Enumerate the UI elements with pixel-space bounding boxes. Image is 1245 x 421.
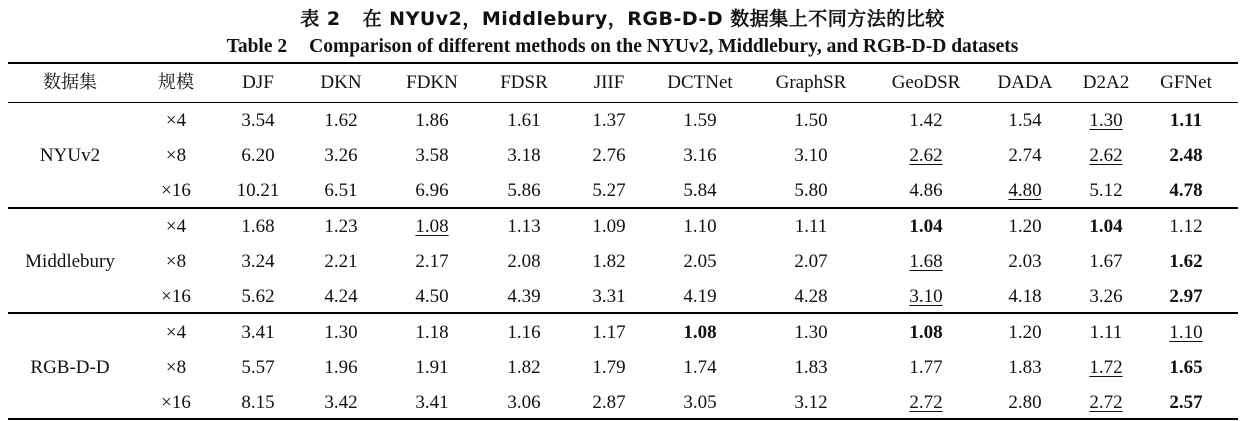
value-cell: 5.57 xyxy=(241,357,275,378)
value-cell: 2.87 xyxy=(592,392,626,413)
caption-en-number: Table 2 xyxy=(226,36,288,57)
value-cell: 4.24 xyxy=(324,286,358,307)
group-rule-1 xyxy=(8,207,1238,209)
header-cell: 数据集 xyxy=(43,72,97,93)
value-cell: 3.41 xyxy=(415,392,449,413)
header-rule xyxy=(8,102,1238,103)
value-cell: 3.10 xyxy=(794,145,828,166)
value-cell: 4.78 xyxy=(1169,180,1203,201)
value-cell: 1.08 xyxy=(683,322,717,343)
value-cell: 1.83 xyxy=(794,357,828,378)
value-cell: 1.82 xyxy=(507,357,541,378)
value-cell: 6.96 xyxy=(415,180,449,201)
header-cell: GraphSR xyxy=(775,72,847,93)
value-cell: 5.62 xyxy=(241,286,275,307)
value-cell: 2.05 xyxy=(683,251,717,272)
value-cell: 4.39 xyxy=(507,286,541,307)
value-cell: 4.50 xyxy=(415,286,449,307)
value-cell: 1.83 xyxy=(1008,357,1042,378)
value-cell: 2.07 xyxy=(794,251,828,272)
value-cell: 4.18 xyxy=(1008,286,1042,307)
scale-cell: ×4 xyxy=(165,216,187,237)
value-cell: 1.11 xyxy=(1169,110,1203,131)
value-cell: 1.62 xyxy=(324,110,358,131)
dataset-label: Middlebury xyxy=(25,251,115,272)
scale-cell: ×16 xyxy=(161,180,191,201)
value-cell: 1.54 xyxy=(1008,110,1042,131)
table-caption-english xyxy=(0,36,1245,58)
value-cell: 1.61 xyxy=(507,110,541,131)
value-cell: 1.20 xyxy=(1008,216,1042,237)
value-cell: 1.37 xyxy=(592,110,626,131)
value-cell: 1.08 xyxy=(415,216,449,237)
header-cell: FDSR xyxy=(500,72,548,93)
value-cell: 1.30 xyxy=(1089,110,1123,131)
value-cell: 3.18 xyxy=(507,145,541,166)
value-cell: 3.41 xyxy=(241,322,275,343)
value-cell: 1.91 xyxy=(415,357,449,378)
scale-cell: ×4 xyxy=(165,110,187,131)
value-cell: 3.26 xyxy=(324,145,358,166)
value-cell: 2.72 xyxy=(1089,392,1123,413)
value-cell: 1.59 xyxy=(683,110,717,131)
value-cell: 1.42 xyxy=(909,110,943,131)
value-cell: 1.18 xyxy=(415,322,449,343)
value-cell: 1.74 xyxy=(683,357,717,378)
header-cell: DKN xyxy=(320,72,362,93)
value-cell: 10.21 xyxy=(236,180,280,201)
value-cell: 1.50 xyxy=(794,110,828,131)
value-cell: 1.11 xyxy=(794,216,828,237)
value-cell: 3.10 xyxy=(909,286,943,307)
value-cell: 1.10 xyxy=(1169,322,1203,343)
value-cell: 2.62 xyxy=(909,145,943,166)
value-cell: 6.51 xyxy=(324,180,358,201)
value-cell: 2.48 xyxy=(1169,145,1203,166)
value-cell: 3.05 xyxy=(683,392,717,413)
value-cell: 1.12 xyxy=(1169,216,1203,237)
value-cell: 4.86 xyxy=(909,180,943,201)
value-cell: 2.03 xyxy=(1008,251,1042,272)
value-cell: 2.80 xyxy=(1008,392,1042,413)
value-cell: 2.62 xyxy=(1089,145,1123,166)
value-cell: 5.80 xyxy=(794,180,828,201)
value-cell: 1.08 xyxy=(909,322,943,343)
header-cell: JIIF xyxy=(593,72,625,93)
value-cell: 1.79 xyxy=(592,357,626,378)
value-cell: 3.58 xyxy=(415,145,449,166)
value-cell: 1.30 xyxy=(794,322,828,343)
top-rule xyxy=(8,62,1238,64)
dataset-label: RGB-D-D xyxy=(30,357,110,378)
value-cell: 3.26 xyxy=(1089,286,1123,307)
value-cell: 1.30 xyxy=(324,322,358,343)
value-cell: 1.72 xyxy=(1089,357,1123,378)
value-cell: 3.06 xyxy=(507,392,541,413)
caption-en-text: Comparison of different methods on the NYUv2, Middlebury, and RGB-D-D datasets xyxy=(309,36,1019,57)
caption-zh-text: 在 NYUv2，Middlebury，RGB-D-D 数据集上不同方法的比较 xyxy=(362,8,945,30)
value-cell: 1.10 xyxy=(683,216,717,237)
header-cell: DCTNet xyxy=(667,72,733,93)
scale-cell: ×4 xyxy=(165,322,187,343)
scale-cell: ×8 xyxy=(165,145,187,166)
value-cell: 4.19 xyxy=(683,286,717,307)
value-cell: 1.17 xyxy=(592,322,626,343)
scale-cell: ×8 xyxy=(165,251,187,272)
bottom-rule xyxy=(8,418,1238,420)
header-cell: FDKN xyxy=(406,72,458,93)
value-cell: 2.17 xyxy=(415,251,449,272)
value-cell: 1.23 xyxy=(324,216,358,237)
value-cell: 3.12 xyxy=(794,392,828,413)
value-cell: 2.74 xyxy=(1008,145,1042,166)
value-cell: 5.27 xyxy=(592,180,626,201)
caption-zh-number: 表 2 xyxy=(300,8,341,30)
group-rule-2 xyxy=(8,312,1238,314)
value-cell: 2.97 xyxy=(1169,286,1203,307)
header-cell: DADA xyxy=(997,72,1053,93)
scale-cell: ×16 xyxy=(161,286,191,307)
header-cell: 规模 xyxy=(158,72,194,93)
value-cell: 1.77 xyxy=(909,357,943,378)
value-cell: 1.04 xyxy=(1089,216,1123,237)
value-cell: 5.84 xyxy=(683,180,717,201)
value-cell: 8.15 xyxy=(241,392,275,413)
scale-cell: ×8 xyxy=(165,357,187,378)
value-cell: 1.13 xyxy=(507,216,541,237)
value-cell: 1.16 xyxy=(507,322,541,343)
value-cell: 1.96 xyxy=(324,357,358,378)
value-cell: 3.54 xyxy=(241,110,275,131)
value-cell: 6.20 xyxy=(241,145,275,166)
table-caption-chinese xyxy=(0,4,1245,31)
value-cell: 4.28 xyxy=(794,286,828,307)
value-cell: 1.09 xyxy=(592,216,626,237)
value-cell: 4.80 xyxy=(1008,180,1042,201)
value-cell: 2.08 xyxy=(507,251,541,272)
value-cell: 1.04 xyxy=(909,216,943,237)
value-cell: 3.31 xyxy=(592,286,626,307)
value-cell: 5.86 xyxy=(507,180,541,201)
value-cell: 5.12 xyxy=(1089,180,1123,201)
value-cell: 1.86 xyxy=(415,110,449,131)
value-cell: 1.68 xyxy=(909,251,943,272)
value-cell: 1.65 xyxy=(1169,357,1203,378)
header-cell: GeoDSR xyxy=(891,72,961,93)
dataset-label: NYUv2 xyxy=(39,145,101,166)
value-cell: 3.24 xyxy=(241,251,275,272)
value-cell: 2.21 xyxy=(324,251,358,272)
header-cell: GFNet xyxy=(1160,72,1212,93)
value-cell: 3.16 xyxy=(683,145,717,166)
header-cell: D2A2 xyxy=(1082,72,1130,93)
value-cell: 1.62 xyxy=(1169,251,1203,272)
value-cell: 3.42 xyxy=(324,392,358,413)
value-cell: 2.72 xyxy=(909,392,943,413)
value-cell: 1.11 xyxy=(1089,322,1123,343)
value-cell: 1.67 xyxy=(1089,251,1123,272)
scale-cell: ×16 xyxy=(161,392,191,413)
value-cell: 1.68 xyxy=(241,216,275,237)
value-cell: 2.57 xyxy=(1169,392,1203,413)
value-cell: 1.82 xyxy=(592,251,626,272)
value-cell: 2.76 xyxy=(592,145,626,166)
value-cell: 1.20 xyxy=(1008,322,1042,343)
header-cell: DJF xyxy=(242,72,274,93)
